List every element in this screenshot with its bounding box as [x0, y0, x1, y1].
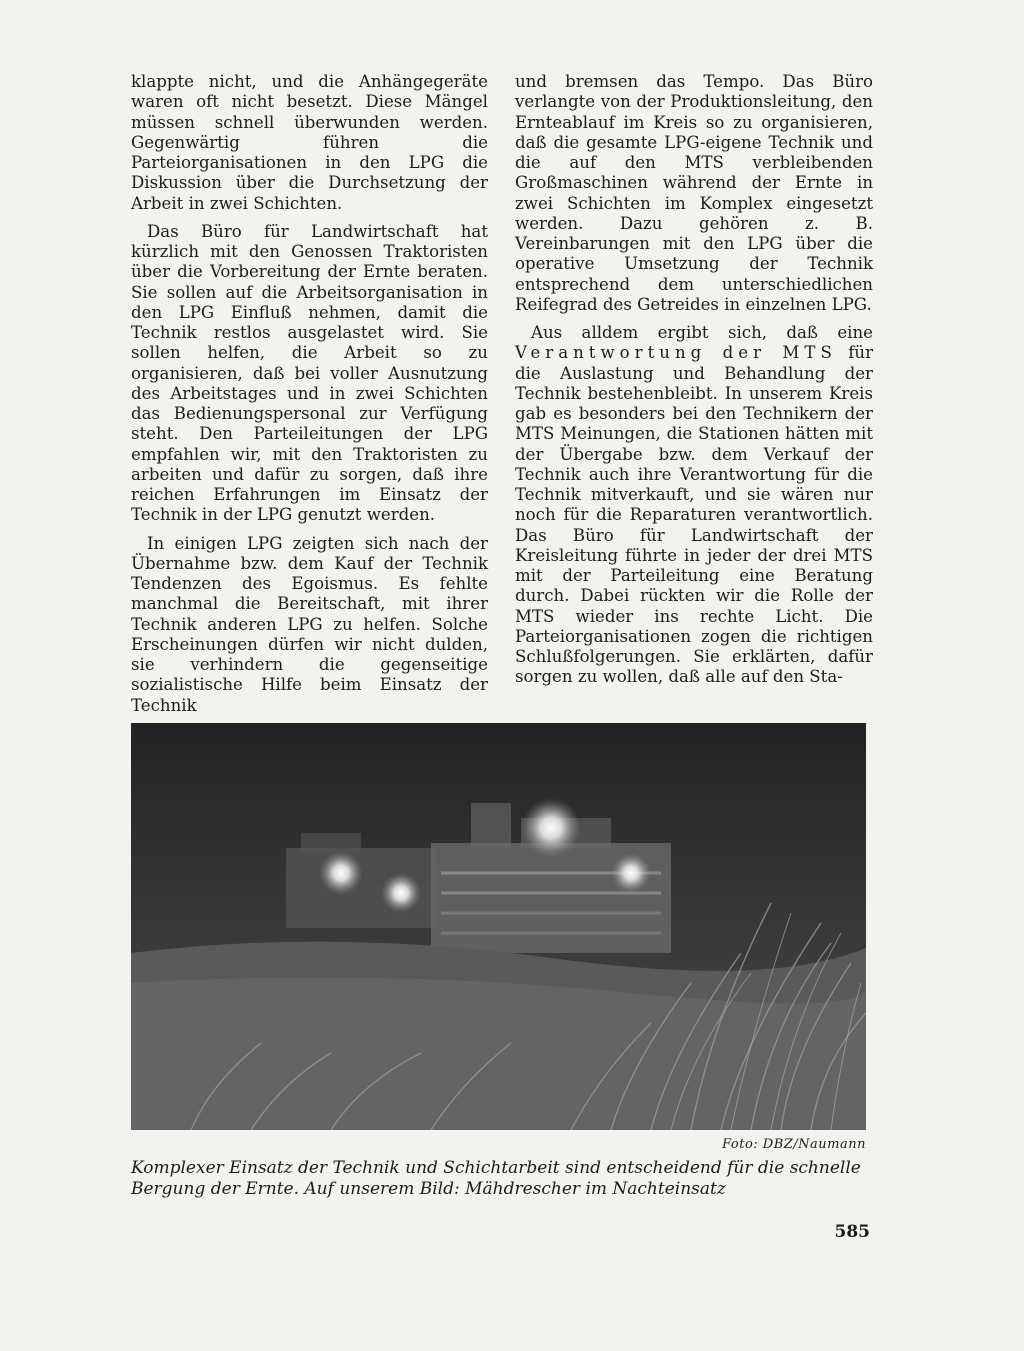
page-number: 585: [834, 1222, 870, 1242]
caption-line: Bergung der Ernte. Auf unserem Bild: Mähdrescher im Nachteinsatz: [131, 1179, 726, 1199]
paragraph-text: Aus alldem ergibt sich, daß eine: [531, 323, 873, 342]
paragraph-text: für die Auslastung und Behandlung der Technik bestehenbleibt. In unserem Kreis gab es besonders bei den Technikern der MTS Meinungen, die Stationen hätten mit der Übergabe bzw. dem Verkauf der Technik auch ihre Verantwortung für die Technik mitverkauft, und sie wären nur noch für die Reparaturen verantwortlich. Das Büro für Landwirtschaft der Kreisleitung führte in jeder der drei MTS mit der Parteileitung eine Beratung durch. Dabei rückten wir die Rolle der MTS wieder ins rechte Licht. Die Parteiorganisationen zogen die richtigen Schlußfolgerungen. Sie erklärten, dafür sorgen zu wollen, daß alle auf den Sta-: [515, 343, 873, 687]
text-column-right: [515, 72, 873, 696]
emphasized-text: Verantwortung der MTS: [515, 343, 837, 363]
text-column-left: [131, 72, 488, 724]
paragraph: In einigen LPG zeigten sich nach der Übernahme bzw. dem Kauf der Technik Tendenzen des Egoismus. Es fehlte manchmal die Bereitschaft, mit ihrer Technik anderen LPG zu helfen. Solche Erscheinungen dürfen wir nicht dulden, sie verhindern die gegenseitige sozialistische Hilfe beim Einsatz der Technik: [131, 533, 488, 715]
paragraph: Das Büro für Landwirtschaft hat kürzlich mit den Genossen Traktoristen über die Vorbereitung der Ernte beraten. Sie sollen auf die Arbeitsorganisation in den LPG Einfluß nehmen, damit die Technik restlos ausgelastet wird. Sie sollen helfen, die Arbeit so zu organisieren, daß bei voller Ausnutzung des Arbeitstages und in zwei Schichten das Bedienungspersonal zur Verfügung steht. Den Parteileitungen der LPG empfahlen wir, mit den Traktoristen zu arbeiten und dafür zu sorgen, daß ihre reichen Erfahrungen im Einsatz der Technik in der LPG genutzt werden.: [131, 221, 488, 525]
figure-caption: [131, 1158, 876, 1200]
photo-combine-harvesters-at-night: [131, 723, 866, 1130]
paragraph: [515, 323, 873, 688]
caption-line: Komplexer Einsatz der Technik und Schichtarbeit sind entscheidend für die schnelle: [131, 1158, 861, 1178]
paragraph: und bremsen das Tempo. Das Büro verlangte von der Produktionsleitung, den Ernteablauf im Kreis so zu organisieren, daß die gesamte LPG-eigene Technik und die auf den MTS verbleibenden Großmaschinen während der Ernte in zwei Schichten im Komplex eingesetzt werden. Dazu gehören z. B. Vereinbarungen mit den LPG über die operative Umsetzung der Technik entsprechend dem unterschiedlichen Reifegrad des Getreides in einzelnen LPG.: [515, 72, 873, 314]
photo-credit: Foto: DBZ/Naumann: [722, 1137, 866, 1152]
paragraph: klappte nicht, und die Anhängegeräte waren oft nicht besetzt. Diese Mängel müssen schnell überwunden werden. Gegenwärtig führen die Parteiorganisationen in den LPG die Diskussion über die Durchsetzung der Arbeit in zwei Schichten.: [131, 72, 488, 213]
